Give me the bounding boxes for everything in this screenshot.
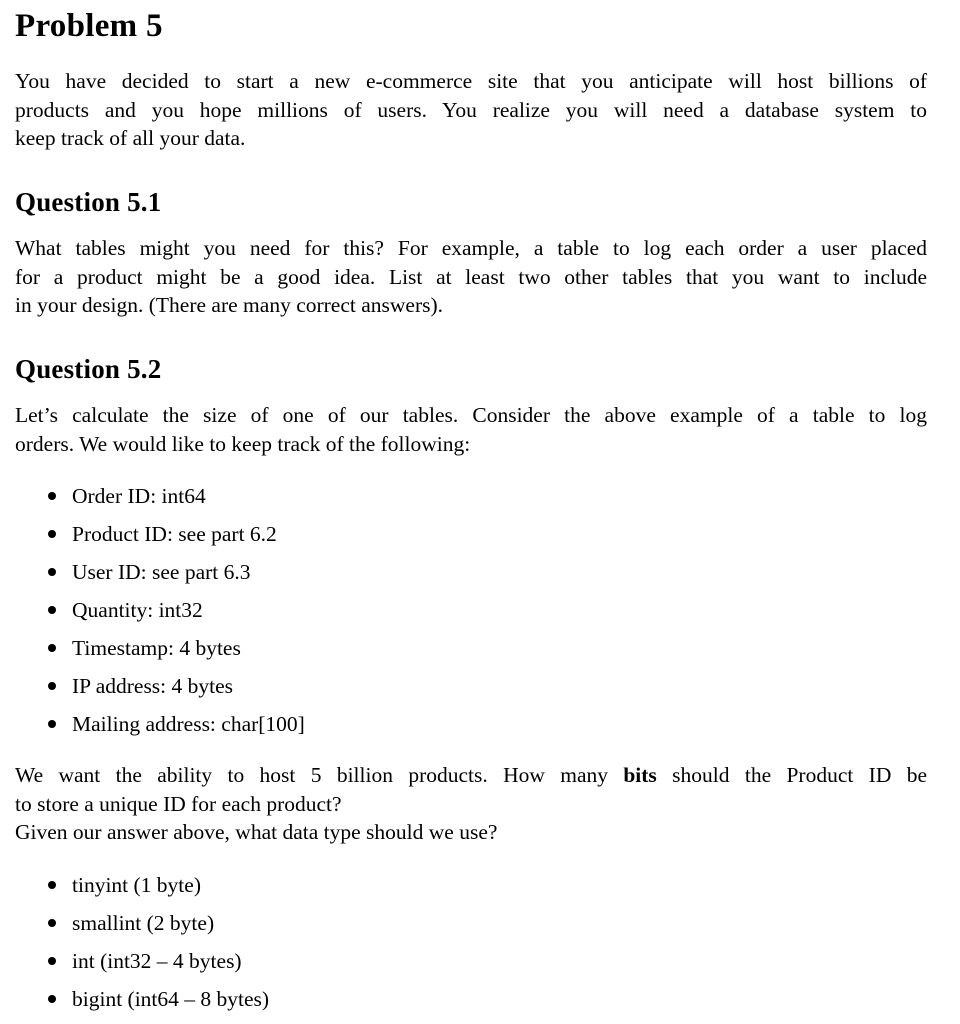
bullet-icon bbox=[48, 644, 56, 652]
question-5-1-title: Question 5.1 bbox=[15, 187, 162, 217]
bullet-icon bbox=[48, 492, 56, 500]
intro-line: You have decided to start a new e-commerce site that you anticipate will host billions of bbox=[15, 69, 927, 93]
q52-line: orders. We would like to keep track of the following: bbox=[15, 431, 471, 456]
data-type-options-list bbox=[48, 871, 269, 1023]
q51-line: for a product might be a good idea. List at least two other tables that you want to include bbox=[15, 264, 927, 289]
list-item: tinyint (1 byte) bbox=[48, 871, 269, 909]
list-item: Timestamp: 4 bytes bbox=[48, 634, 305, 672]
list-item: smallint (2 byte) bbox=[48, 909, 269, 947]
list-item: Order ID: int64 bbox=[48, 482, 305, 520]
list-item: bigint (int64 – 8 bytes) bbox=[48, 985, 269, 1023]
intro-line: keep track of all your data. bbox=[15, 126, 246, 151]
bullet-icon bbox=[48, 957, 56, 965]
list-item: Product ID: see part 6.2 bbox=[48, 520, 305, 558]
question-line: to store a unique ID for each product? bbox=[15, 791, 342, 816]
list-item: Mailing address: char[100] bbox=[48, 710, 305, 748]
bullet-icon bbox=[48, 682, 56, 690]
bits-emphasis: bits bbox=[623, 763, 657, 787]
bullet-icon bbox=[48, 995, 56, 1003]
question-line: We want the ability to host 5 billion products. How many bits should the Product ID be bbox=[15, 763, 927, 787]
product-id-question bbox=[15, 761, 927, 847]
q51-line: in your design. (There are many correct answers). bbox=[15, 293, 444, 318]
question-line: Given our answer above, what data type should we use? bbox=[15, 820, 498, 845]
list-item: Quantity: int32 bbox=[48, 596, 305, 634]
problem-title: Problem 5 bbox=[15, 8, 163, 44]
problem-intro bbox=[15, 67, 927, 153]
bullet-icon bbox=[48, 568, 56, 576]
bullet-icon bbox=[48, 530, 56, 538]
bullet-icon bbox=[48, 919, 56, 927]
order-fields-list bbox=[48, 482, 305, 748]
question-5-1-text bbox=[15, 234, 927, 320]
question-5-2-text bbox=[15, 401, 927, 458]
list-item: IP address: 4 bytes bbox=[48, 672, 305, 710]
bullet-icon bbox=[48, 720, 56, 728]
list-item: int (int32 – 4 bytes) bbox=[48, 947, 269, 985]
question-5-2-title: Question 5.2 bbox=[15, 354, 162, 384]
list-item: User ID: see part 6.3 bbox=[48, 558, 305, 596]
bullet-icon bbox=[48, 881, 56, 889]
q52-line: Let’s calculate the size of one of our tables. Consider the above example of a table to log bbox=[15, 403, 927, 427]
q51-line: What tables might you need for this? For example, a table to log each order a user placed bbox=[15, 236, 927, 260]
bullet-icon bbox=[48, 606, 56, 614]
intro-line: products and you hope millions of users. You realize you will need a database system to bbox=[15, 97, 927, 122]
